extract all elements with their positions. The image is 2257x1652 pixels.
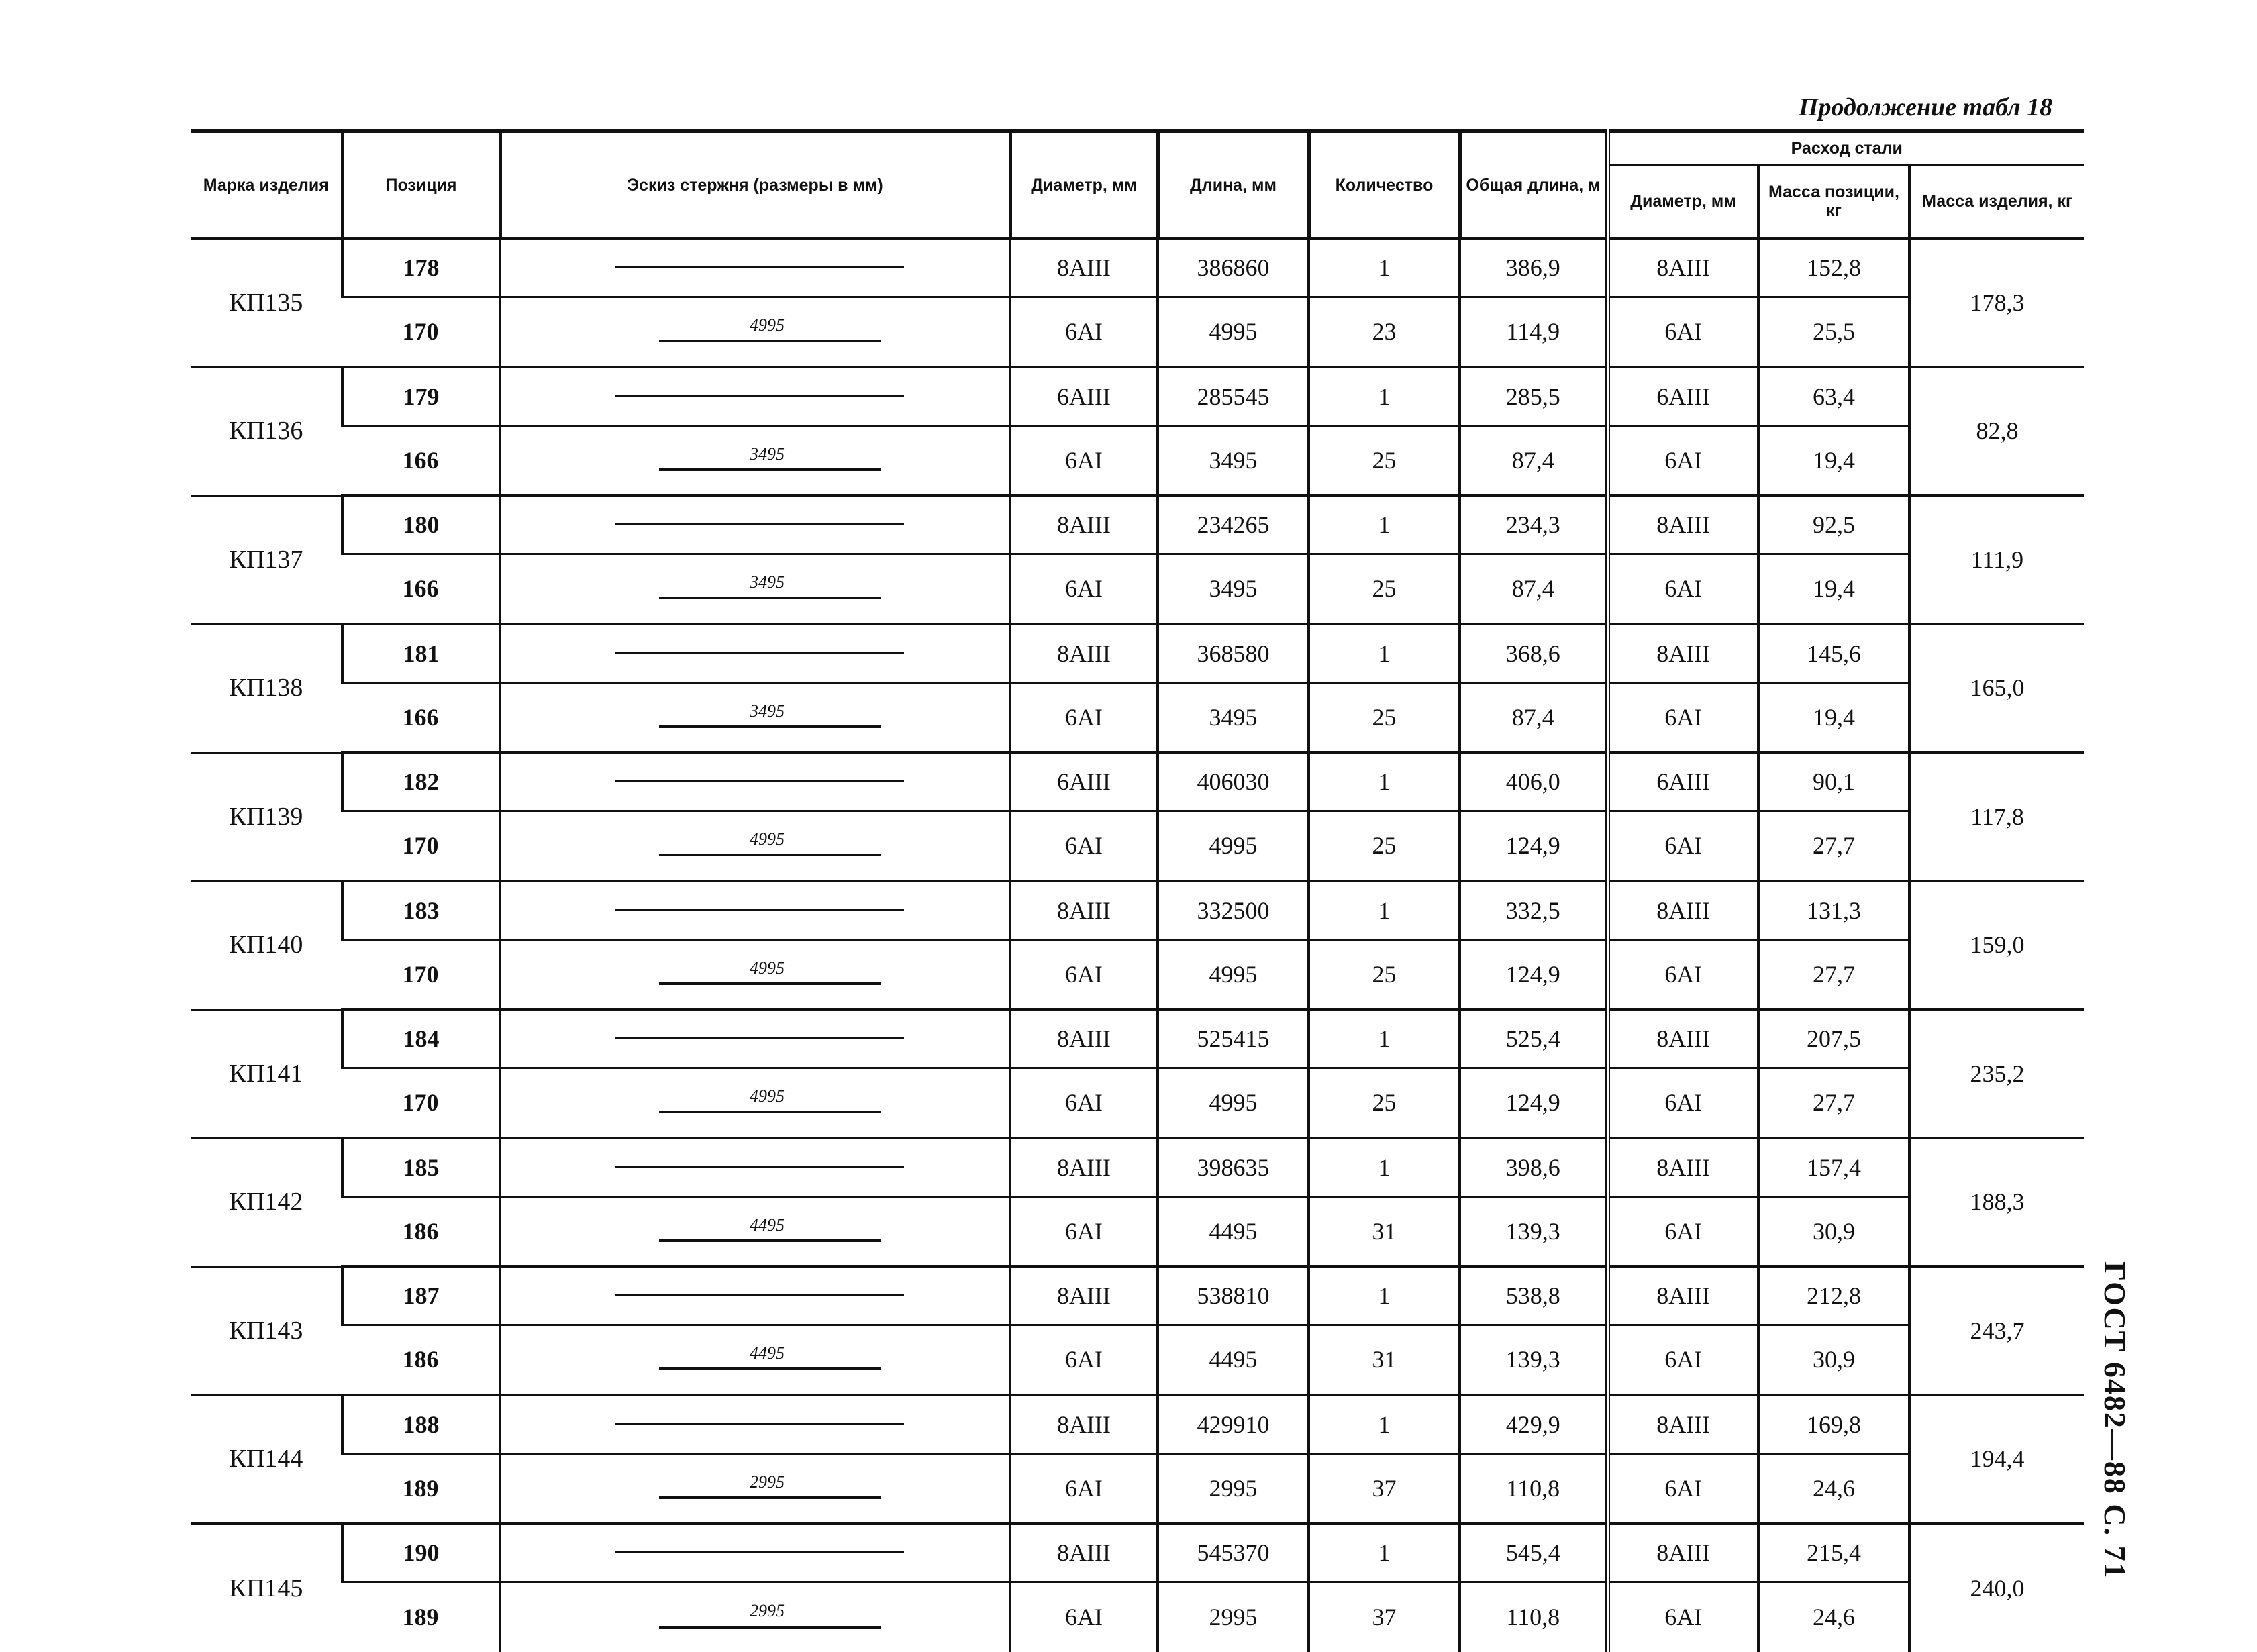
position-mass-cell: 19,4 [1758,425,1909,495]
diameter-cell: 8AIII [1010,1009,1158,1068]
bar-sketch-line [659,468,881,471]
steel-diameter-cell: 8AIII [1607,1266,1758,1325]
length-cell: 429910 [1158,1395,1309,1454]
bar-sketch-line [659,1239,881,1242]
document-reference [2098,1261,2141,1580]
sketch-cell [500,297,1010,367]
marka-cell: КП135 [191,238,342,367]
steel-diameter-cell: 6AI [1607,682,1758,752]
position-mass-cell: 215,4 [1758,1523,1909,1582]
position-cell: 170 [342,297,500,367]
total-length-cell: 139,3 [1460,1196,1607,1266]
position-cell: 183 [342,881,500,940]
total-length-cell: 545,4 [1460,1523,1607,1582]
diameter-cell: 6AI [1010,554,1158,624]
sketch-cell [500,1068,1010,1138]
item-mass-cell: 235,2 [1909,1009,2084,1138]
table-row [191,1138,2084,1197]
sketch-cell [500,495,1010,554]
length-cell: 545370 [1158,1523,1309,1582]
total-length-cell: 87,4 [1460,554,1607,624]
bar-sketch-line [659,982,881,985]
quantity-cell: 1 [1309,1138,1460,1197]
item-mass-cell: 243,7 [1909,1266,2084,1395]
steel-diameter-cell: 6AI [1607,1068,1758,1138]
bar-sketch-line [615,523,904,525]
steel-consumption-table [191,129,2084,1652]
position-cell: 190 [342,1523,500,1582]
marka-cell: КП138 [191,624,342,753]
bar-sketch-line [659,725,881,728]
length-cell: 398635 [1158,1138,1309,1197]
item-mass-cell: 111,9 [1909,495,2084,624]
bar-sketch-line [659,1367,881,1370]
total-length-cell: 429,9 [1460,1395,1607,1454]
quantity-cell: 1 [1309,1266,1460,1325]
bar-sketch-line [615,266,904,268]
length-cell: 234265 [1158,495,1309,554]
table-row [191,752,2084,811]
position-mass-cell: 212,8 [1758,1266,1909,1325]
marka-cell: КП143 [191,1266,342,1395]
header-r-massa-izdeliya: Масса изделия, кг [1909,164,2084,238]
quantity-cell: 25 [1309,682,1460,752]
position-cell: 186 [342,1325,500,1395]
table-row [191,1453,2084,1523]
position-mass-cell: 131,3 [1758,881,1909,940]
sketch-cell [500,811,1010,881]
diameter-cell: 6AI [1010,1068,1158,1138]
item-mass-cell: 165,0 [1909,624,2084,753]
steel-diameter-cell: 8AIII [1607,1523,1758,1582]
length-cell: 4995 [1158,939,1309,1009]
bar-sketch-line [615,395,904,397]
diameter-cell: 6AI [1010,425,1158,495]
length-cell: 4995 [1158,811,1309,881]
item-mass-cell: 82,8 [1909,367,2084,496]
header-dlina: Длина, мм [1158,131,1309,238]
length-cell: 4495 [1158,1325,1309,1395]
sketch-cell [500,1196,1010,1266]
table-row [191,1266,2084,1325]
bar-sketch-line [615,780,904,782]
table-row [191,939,2084,1009]
total-length-cell: 124,9 [1460,811,1607,881]
length-cell: 2995 [1158,1453,1309,1523]
bar-sketch-line [615,1037,904,1039]
total-length-cell: 87,4 [1460,425,1607,495]
position-mass-cell: 152,8 [1758,238,1909,297]
diameter-cell: 8AIII [1010,881,1158,940]
position-cell: 186 [342,1196,500,1266]
sketch-cell [500,939,1010,1009]
marka-cell: КП140 [191,881,342,1010]
steel-diameter-cell: 6AIII [1607,367,1758,426]
sketch-cell [500,624,1010,683]
diameter-cell: 6AI [1010,1453,1158,1523]
total-length-cell: 368,6 [1460,624,1607,683]
sketch-cell [500,1395,1010,1454]
marka-cell: КП145 [191,1523,342,1652]
total-length-cell: 234,3 [1460,495,1607,554]
bar-length-label: 3495 [750,572,785,592]
table-body [191,238,2084,1652]
position-mass-cell: 24,6 [1758,1582,1909,1652]
position-mass-cell: 27,7 [1758,1068,1909,1138]
sketch-cell [500,682,1010,752]
position-mass-cell: 207,5 [1758,1009,1909,1068]
table-row [191,1325,2084,1395]
total-length-cell: 139,3 [1460,1325,1607,1395]
position-mass-cell: 169,8 [1758,1395,1909,1454]
quantity-cell: 25 [1309,939,1460,1009]
bar-length-label: 4995 [750,1086,785,1106]
steel-diameter-cell: 6AI [1607,939,1758,1009]
length-cell: 4995 [1158,1068,1309,1138]
steel-diameter-cell: 6AI [1607,811,1758,881]
position-cell: 166 [342,682,500,752]
marka-cell: КП144 [191,1395,342,1524]
table-row [191,238,2084,297]
total-length-cell: 386,9 [1460,238,1607,297]
marka-cell: КП136 [191,367,342,496]
table-row [191,1068,2084,1138]
sketch-cell [500,1138,1010,1197]
length-cell: 368580 [1158,624,1309,683]
item-mass-cell: 240,0 [1909,1523,2084,1652]
steel-diameter-cell: 6AIII [1607,752,1758,811]
position-cell: 185 [342,1138,500,1197]
bar-sketch-line [615,909,904,911]
quantity-cell: 31 [1309,1325,1460,1395]
total-length-cell: 110,8 [1460,1582,1607,1652]
bar-sketch-line [615,1294,904,1296]
steel-diameter-cell: 8AIII [1607,1395,1758,1454]
quantity-cell: 25 [1309,1068,1460,1138]
header-diametr: Диаметр, мм [1010,131,1158,238]
item-mass-cell: 117,8 [1909,752,2084,881]
diameter-cell: 8AIII [1010,1138,1158,1197]
length-cell: 4995 [1158,297,1309,367]
sketch-cell [500,367,1010,426]
steel-diameter-cell: 8AIII [1607,1138,1758,1197]
header-obshchaya-dlina: Общая длина, м [1460,131,1607,238]
quantity-cell: 1 [1309,752,1460,811]
position-cell: 187 [342,1266,500,1325]
position-mass-cell: 25,5 [1758,297,1909,367]
quantity-cell: 1 [1309,1395,1460,1454]
position-cell: 170 [342,1068,500,1138]
bar-length-label: 3495 [750,701,785,721]
steel-diameter-cell: 8AIII [1607,881,1758,940]
marka-cell: КП139 [191,752,342,881]
sketch-cell [500,881,1010,940]
table-row [191,1009,2084,1068]
diameter-cell: 6AI [1010,297,1158,367]
position-mass-cell: 90,1 [1758,752,1909,811]
total-length-cell: 124,9 [1460,939,1607,1009]
quantity-cell: 1 [1309,881,1460,940]
total-length-cell: 285,5 [1460,367,1607,426]
diameter-cell: 6AI [1010,939,1158,1009]
quantity-cell: 1 [1309,238,1460,297]
sketch-cell [500,238,1010,297]
table-row [191,297,2084,367]
position-cell: 189 [342,1453,500,1523]
position-mass-cell: 19,4 [1758,554,1909,624]
position-cell: 170 [342,939,500,1009]
item-mass-cell: 159,0 [1909,881,2084,1010]
position-mass-cell: 145,6 [1758,624,1909,683]
bar-sketch-line [659,1496,881,1499]
diameter-cell: 6AI [1010,682,1158,752]
steel-diameter-cell: 8AIII [1607,238,1758,297]
length-cell: 406030 [1158,752,1309,811]
total-length-cell: 124,9 [1460,1068,1607,1138]
position-mass-cell: 27,7 [1758,939,1909,1009]
sketch-cell [500,1009,1010,1068]
steel-diameter-cell: 8AIII [1607,495,1758,554]
marka-cell: КП137 [191,495,342,624]
quantity-cell: 1 [1309,1523,1460,1582]
length-cell: 332500 [1158,881,1309,940]
diameter-cell: 8AIII [1010,1266,1158,1325]
item-mass-cell: 194,4 [1909,1395,2084,1524]
table-row [191,811,2084,881]
diameter-cell: 8AIII [1010,1395,1158,1454]
bar-sketch-line [615,1423,904,1425]
bar-length-label: 4995 [750,315,785,335]
side-label: ГОСТ 6482—88 С. 71 [2098,1261,2132,1580]
position-mass-cell: 19,4 [1758,682,1909,752]
item-mass-cell: 178,3 [1909,238,2084,367]
bar-length-label: 4495 [750,1343,785,1363]
marka-cell: КП141 [191,1009,342,1138]
steel-diameter-cell: 6AI [1607,297,1758,367]
steel-diameter-cell: 6AI [1607,1582,1758,1652]
diameter-cell: 6AIII [1010,752,1158,811]
table-header [191,131,2084,238]
quantity-cell: 1 [1309,1009,1460,1068]
bar-length-label: 4495 [750,1215,785,1235]
bar-length-label: 4995 [750,829,785,849]
diameter-cell: 6AIII [1010,367,1158,426]
header-r-diametr: Диаметр, мм [1607,164,1758,238]
bar-sketch-line [615,1166,904,1168]
steel-diameter-cell: 6AI [1607,1325,1758,1395]
table-row [191,682,2084,752]
position-cell: 182 [342,752,500,811]
position-mass-cell: 30,9 [1758,1325,1909,1395]
bar-sketch-line [659,1626,881,1629]
steel-diameter-cell: 6AI [1607,1196,1758,1266]
diameter-cell: 8AIII [1010,238,1158,297]
marka-cell: КП142 [191,1138,342,1267]
bar-sketch-line [659,597,881,599]
steel-diameter-cell: 6AI [1607,1453,1758,1523]
bar-sketch-line [659,854,881,856]
diameter-cell: 8AIII [1010,624,1158,683]
quantity-cell: 25 [1309,811,1460,881]
bar-sketch-line [615,1551,904,1553]
quantity-cell: 1 [1309,495,1460,554]
length-cell: 4495 [1158,1196,1309,1266]
table-row [191,495,2084,554]
length-cell: 386860 [1158,238,1309,297]
sketch-cell [500,554,1010,624]
sketch-cell [500,425,1010,495]
diameter-cell: 8AIII [1010,495,1158,554]
quantity-cell: 37 [1309,1582,1460,1652]
length-cell: 2995 [1158,1582,1309,1652]
steel-diameter-cell: 6AI [1607,554,1758,624]
quantity-cell: 25 [1309,554,1460,624]
total-length-cell: 332,5 [1460,881,1607,940]
position-cell: 189 [342,1582,500,1652]
diameter-cell: 6AI [1010,1196,1158,1266]
steel-diameter-cell: 6AI [1607,425,1758,495]
table-row [191,554,2084,624]
total-length-cell: 87,4 [1460,682,1607,752]
sketch-cell [500,752,1010,811]
diameter-cell: 6AI [1010,1325,1158,1395]
total-length-cell: 525,4 [1460,1009,1607,1068]
table-row [191,1582,2084,1652]
total-length-cell: 538,8 [1460,1266,1607,1325]
header-pozitsiya: Позиция [342,131,500,238]
length-cell: 538810 [1158,1266,1309,1325]
quantity-cell: 37 [1309,1453,1460,1523]
sketch-cell [500,1266,1010,1325]
header-raskhod-stali: Расход стали [1607,131,2084,164]
position-cell: 166 [342,554,500,624]
diameter-cell: 8AIII [1010,1523,1158,1582]
diameter-cell: 6AI [1010,811,1158,881]
item-mass-cell: 188,3 [1909,1138,2084,1267]
position-mass-cell: 157,4 [1758,1138,1909,1197]
sketch-cell [500,1453,1010,1523]
bar-length-label: 4995 [750,958,785,978]
position-cell: 170 [342,811,500,881]
position-cell: 166 [342,425,500,495]
sketch-cell [500,1523,1010,1582]
length-cell: 3495 [1158,554,1309,624]
position-mass-cell: 63,4 [1758,367,1909,426]
table-row [191,367,2084,426]
length-cell: 525415 [1158,1009,1309,1068]
length-cell: 3495 [1158,425,1309,495]
length-cell: 3495 [1158,682,1309,752]
sketch-cell [500,1582,1010,1652]
position-cell: 178 [342,238,500,297]
table-caption: Продолжение табл 18 [1799,93,2053,121]
diameter-cell: 6AI [1010,1582,1158,1652]
sketch-cell [500,1325,1010,1395]
steel-diameter-cell: 8AIII [1607,1009,1758,1068]
position-cell: 179 [342,367,500,426]
header-r-massa-pozitsii: Масса позиции, кг [1758,164,1909,238]
bar-length-label: 2995 [750,1472,785,1492]
total-length-cell: 398,6 [1460,1138,1607,1197]
quantity-cell: 25 [1309,425,1460,495]
table-row [191,1196,2084,1266]
table-row [191,624,2084,683]
total-length-cell: 406,0 [1460,752,1607,811]
header-eskiz: Эскиз стержня (размеры в мм) [500,131,1010,238]
bar-sketch-line [659,1111,881,1113]
position-mass-cell: 92,5 [1758,495,1909,554]
table-row [191,1395,2084,1454]
bar-sketch-line [659,340,881,342]
quantity-cell: 31 [1309,1196,1460,1266]
bar-sketch-line [615,652,904,654]
position-mass-cell: 30,9 [1758,1196,1909,1266]
table-row [191,425,2084,495]
total-length-cell: 110,8 [1460,1453,1607,1523]
header-marka: Марка изделия [191,131,342,238]
steel-diameter-cell: 8AIII [1607,624,1758,683]
position-cell: 181 [342,624,500,683]
length-cell: 285545 [1158,367,1309,426]
header-kolichestvo: Количество [1309,131,1460,238]
position-cell: 180 [342,495,500,554]
quantity-cell: 1 [1309,367,1460,426]
position-cell: 188 [342,1395,500,1454]
table-row [191,881,2084,940]
position-mass-cell: 27,7 [1758,811,1909,881]
bar-length-label: 2995 [750,1600,785,1620]
quantity-cell: 23 [1309,297,1460,367]
bar-length-label: 3495 [750,444,785,464]
position-mass-cell: 24,6 [1758,1453,1909,1523]
total-length-cell: 114,9 [1460,297,1607,367]
position-cell: 184 [342,1009,500,1068]
quantity-cell: 1 [1309,624,1460,683]
table-row [191,1523,2084,1582]
